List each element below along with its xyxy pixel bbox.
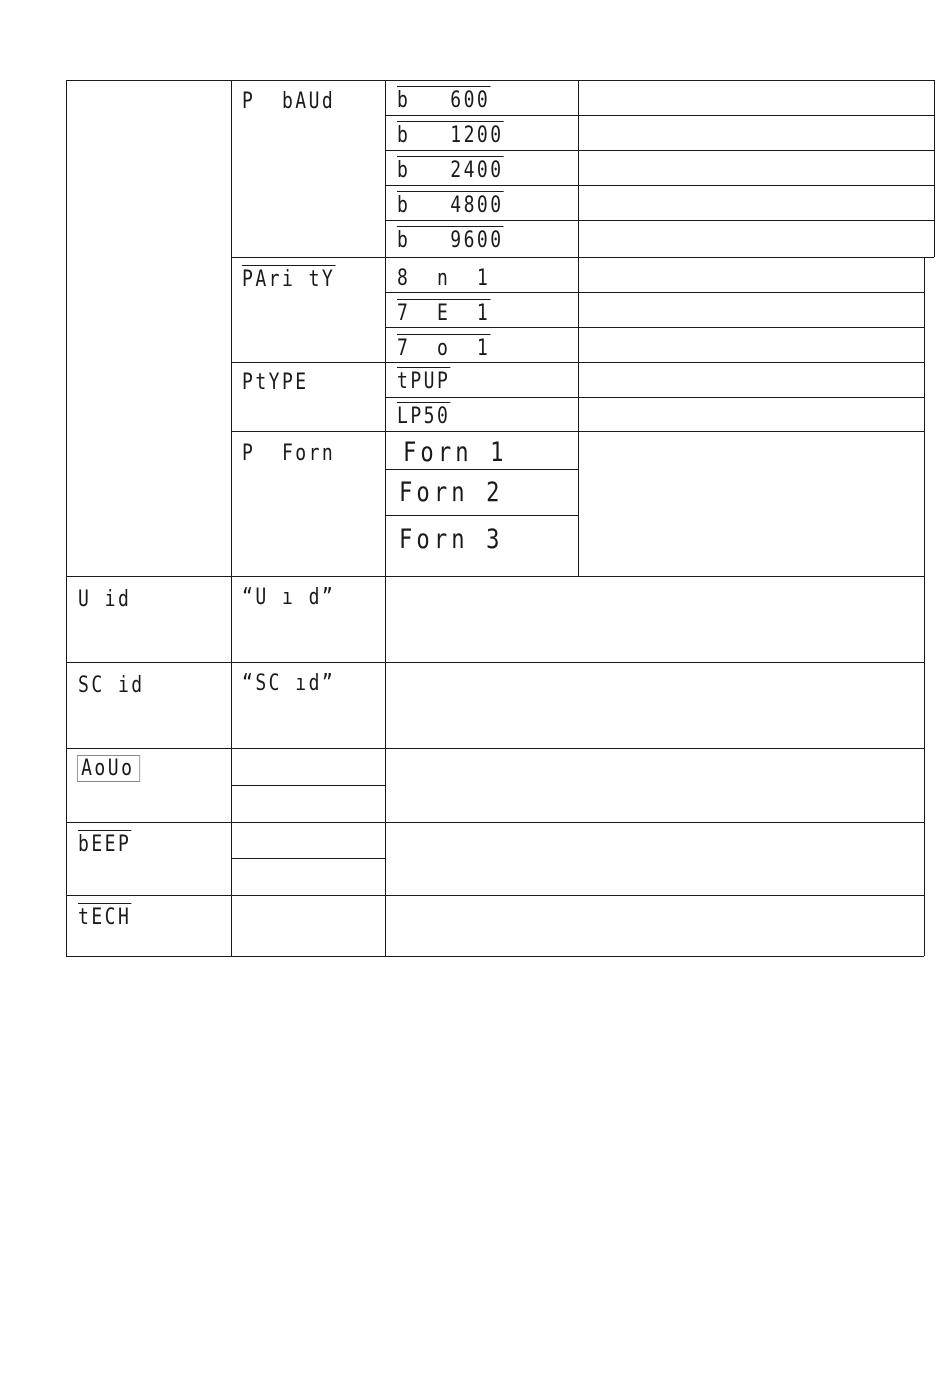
scid-value: “SC ıd” [242, 671, 336, 696]
row-line [231, 785, 385, 786]
table-border-right [934, 80, 935, 257]
column-line [385, 80, 386, 956]
row-line [66, 576, 924, 577]
row-line [66, 662, 924, 663]
row-line [385, 469, 578, 470]
uid-menu-label: U id [78, 587, 132, 612]
aouo-menu-label: AoUo [77, 755, 140, 782]
pform-option: Forn 1 [403, 437, 508, 468]
row-line [385, 327, 924, 328]
baud-option: b 1200 [397, 123, 504, 148]
ptype-option: LP50 [397, 404, 451, 429]
tech-menu-label: tECH [78, 905, 132, 930]
pform-option: Forn 3 [399, 524, 504, 555]
uid-value: “U ı d” [242, 585, 336, 610]
parity-option: 7 E 1 [397, 301, 491, 326]
row-line [385, 115, 934, 116]
baud-option: b 4800 [397, 193, 504, 218]
row-line [385, 150, 934, 151]
beep-menu-label: bEEP [78, 832, 132, 857]
table-border-right [924, 257, 925, 956]
baud-option: b 9600 [397, 228, 504, 253]
scid-menu-label: SC id [78, 673, 145, 698]
row-line [66, 748, 924, 749]
row-line [231, 858, 385, 859]
pform-menu-label: P Forn [242, 441, 336, 466]
row-line [385, 220, 934, 221]
table-border-left [66, 80, 67, 956]
parity-option: 7 o 1 [397, 336, 491, 361]
baud-option: b 600 [397, 88, 491, 113]
baud-option: b 2400 [397, 158, 504, 183]
table-border-top [66, 80, 934, 81]
pform-option: Forn 2 [399, 477, 504, 508]
column-line [578, 80, 579, 576]
ptype-option: tPUP [397, 369, 451, 394]
row-line [385, 185, 934, 186]
row-line [66, 822, 924, 823]
ptype-menu-label: PtYPE [242, 370, 309, 395]
row-line [231, 257, 934, 258]
row-line [385, 515, 578, 516]
column-line [231, 80, 232, 956]
table-border-bottom [66, 956, 924, 957]
row-line [66, 895, 924, 896]
row-line [385, 397, 924, 398]
baud-menu-label: P bAUd [242, 89, 336, 114]
parity-menu-label: PAri tY [242, 267, 336, 292]
parity-option: 8 n 1 [397, 266, 491, 291]
row-line [385, 292, 924, 293]
